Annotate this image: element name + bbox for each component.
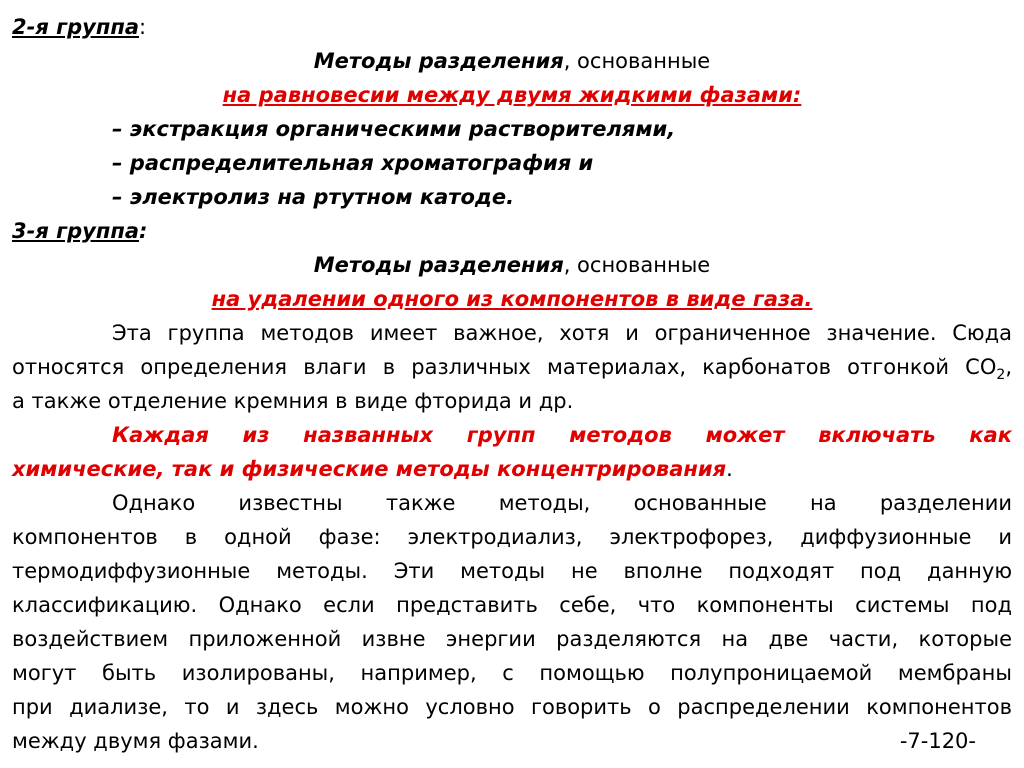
para2-emphasis: химические, так и физические методы концентрирования <box>12 457 727 481</box>
group2-item: – распределительная хроматография и <box>112 151 594 175</box>
para1-last-line: а также отделение кремния в виде фторида и др. <box>12 389 574 413</box>
para3-last-line <box>12 724 1012 758</box>
para2-tail: . <box>726 457 733 481</box>
group2-heading: 2-я группа <box>12 15 140 39</box>
para3-last-text: между двумя фазами. <box>12 729 259 753</box>
para1-co2-subscript: 2 <box>996 367 1006 384</box>
group2-subtitle: на равновесии между двумя жидкими фазами: <box>222 83 802 107</box>
para3-line: компонентов в одной фазе: электродиализ, электрофорез, диффузионные и <box>12 525 1012 549</box>
group3-colon: : <box>139 219 148 243</box>
group2-colon: : <box>139 15 147 39</box>
para3-line: термодиффузионные методы. Эти методы не вполне подходят под данную <box>12 559 1012 583</box>
group2-item: – электролиз на ртутном катоде. <box>112 185 515 209</box>
para3-line: при диализе, то и здесь можно условно говорить о распределении компонентов <box>12 695 1012 719</box>
para3-line: воздействием приложенной извне энергии разделяются на две части, которые <box>12 627 1012 651</box>
para3-line: могут быть изолированы, например, с помощью полупроницаемой мембраны <box>12 661 1012 685</box>
group2-item: – экстракция органическими растворителями, <box>112 117 676 141</box>
para2-line: Каждая из названных групп методов может включать как <box>112 423 1012 447</box>
group3-heading-line <box>12 214 1012 248</box>
group3-subtitle: на удалении одного из компонентов в виде газа. <box>211 287 813 311</box>
para2-line-b <box>12 452 1012 486</box>
group2-title-bold: Методы разделения <box>313 49 564 73</box>
slide-content <box>12 10 1012 758</box>
group2-title-rest: , основанные <box>563 49 711 73</box>
group2-heading-line <box>12 10 1012 44</box>
para1-line-co2 <box>12 350 1012 384</box>
group3-title <box>12 248 1012 282</box>
para3-line: Однако известны также методы, основанные на разделении <box>112 491 1012 515</box>
para3-line: классификацию. Однако если представить себе, что компоненты системы под <box>12 593 1012 617</box>
group3-title-rest: , основанные <box>563 253 711 277</box>
group3-title-bold: Методы разделения <box>313 253 564 277</box>
page-number: -7-120- <box>899 729 976 753</box>
para1-co2-text: относятся определения влаги в различных материалах, карбонатов отгонкой CO <box>12 355 997 379</box>
para1-comma: , <box>1005 355 1012 379</box>
group2-title <box>12 44 1012 78</box>
para1-line: Эта группа методов имеет важное, хотя и ограниченное значение. Сюда <box>112 321 1012 345</box>
group3-heading: 3-я группа <box>12 219 140 243</box>
